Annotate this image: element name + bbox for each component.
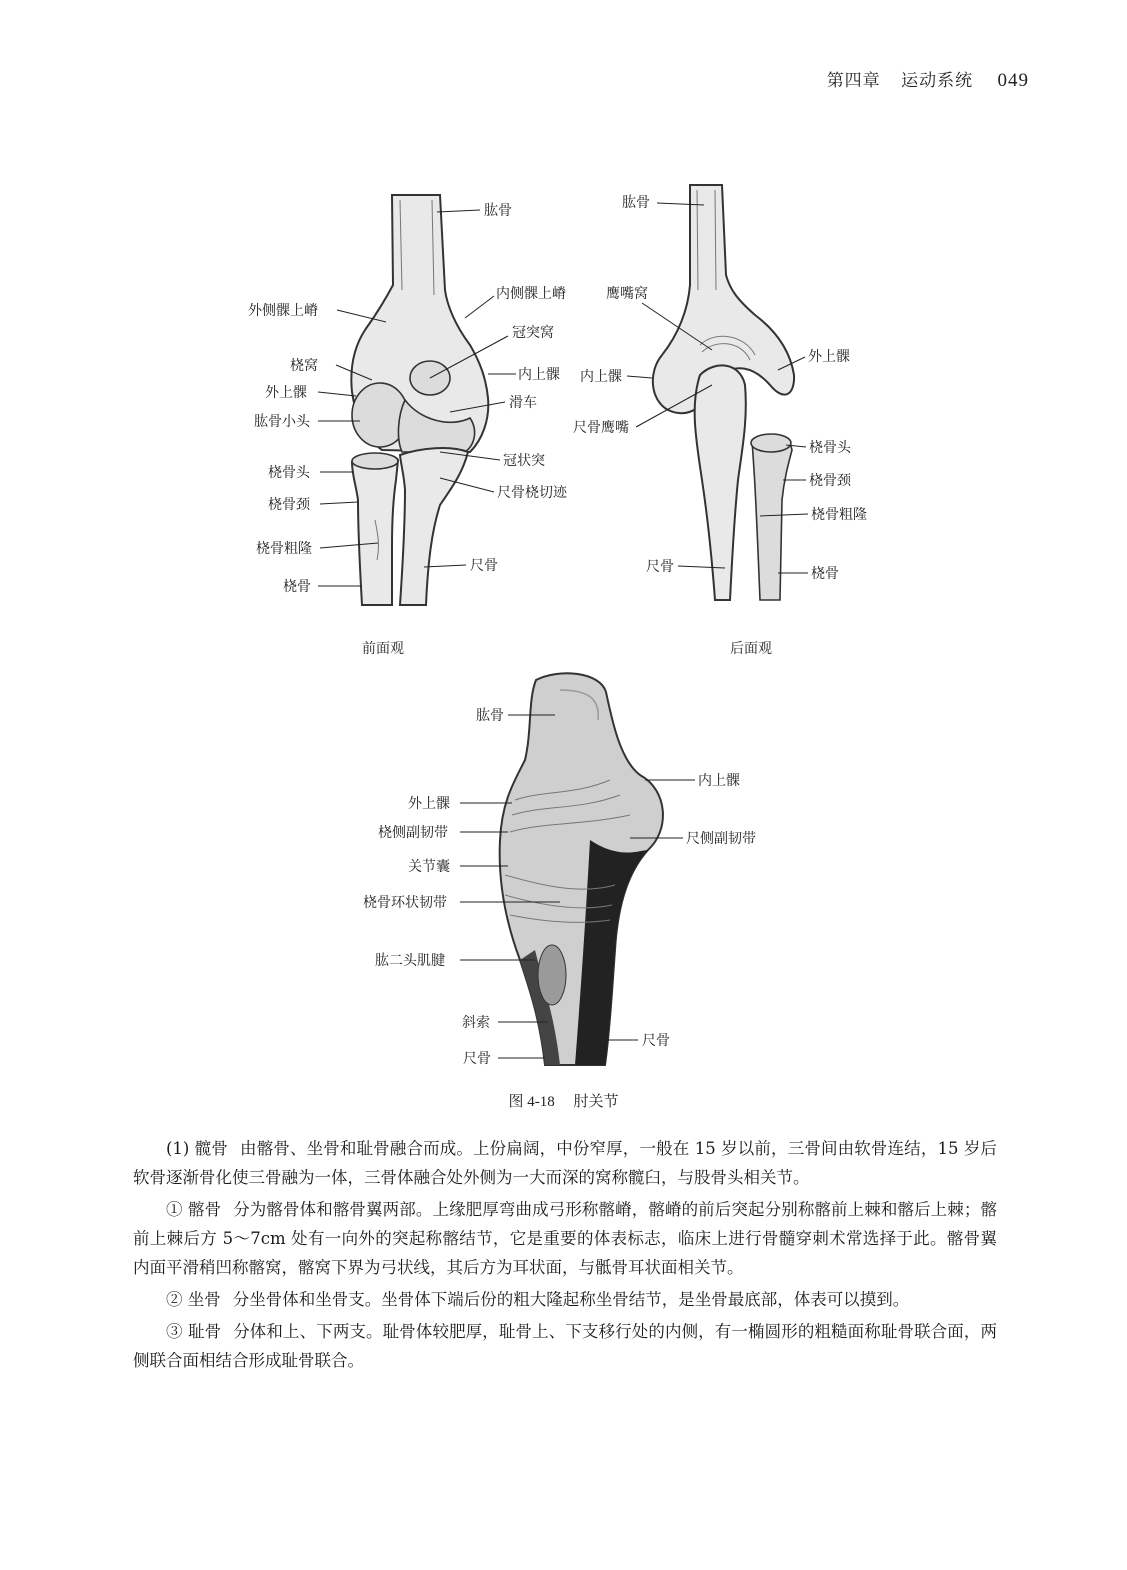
label-front-radial-head: 桡骨头 — [268, 465, 310, 481]
label-front-ulna: 尺骨 — [470, 558, 498, 574]
label-front-coronoid-process: 冠状突 — [503, 453, 545, 469]
label-front-radial-fossa: 桡窝 — [290, 358, 318, 374]
page-number: 049 — [997, 70, 1029, 91]
label-back-radial-neck: 桡骨颈 — [809, 473, 851, 489]
label-back-lateral-epicondyle: 外上髁 — [808, 349, 850, 365]
label-front-radius: 桡骨 — [283, 579, 311, 595]
label-lig-ulna-left: 尺骨 — [463, 1051, 491, 1067]
label-back-olecranon-fossa: 鹰嘴窝 — [606, 286, 648, 302]
paragraph-ilium — [133, 1195, 997, 1282]
figure-number: 图 4-18 — [508, 1094, 555, 1110]
label-lig-humerus: 肱骨 — [476, 708, 504, 724]
label-back-radius: 桡骨 — [811, 566, 839, 582]
label-lig-joint-capsule: 关节囊 — [408, 859, 450, 875]
label-back-radial-tuberosity: 桡骨粗隆 — [811, 507, 867, 523]
term-ilium: ① 髂骨 — [166, 1200, 222, 1219]
label-lig-radial-collateral: 桡侧副韧带 — [378, 825, 448, 841]
section-title: 运动系统 — [901, 71, 974, 91]
label-front-humerus: 肱骨 — [484, 203, 512, 219]
label-front-trochlea: 滑车 — [509, 395, 537, 411]
label-back-medial-epicondyle: 内上髁 — [580, 369, 622, 385]
label-front-capitulum: 肱骨小头 — [254, 414, 310, 430]
body-text — [133, 1134, 997, 1378]
label-front-radial-neck: 桡骨颈 — [268, 497, 310, 513]
label-lig-lateral-epicondyle: 外上髁 — [408, 796, 450, 812]
ligament-view-illustration — [500, 673, 663, 1065]
label-lig-ulna-right: 尺骨 — [642, 1033, 670, 1049]
chapter-title: 第四章 — [826, 71, 881, 91]
paragraph-pubis — [133, 1317, 997, 1375]
figure-title: 肘关节 — [573, 1092, 619, 1110]
label-front-medial-supracondylar-ridge: 内侧髁上嵴 — [496, 286, 566, 302]
label-front-lateral-epicondyle: 外上髁 — [265, 385, 307, 401]
label-lig-annular: 桡骨环状韧带 — [363, 895, 447, 911]
figure-caption — [0, 1090, 1127, 1111]
term-hip-bone: (1) 髋骨 — [166, 1139, 229, 1158]
label-front-radial-tuberosity: 桡骨粗隆 — [256, 541, 312, 557]
label-lig-medial-epicondyle: 内上髁 — [698, 773, 740, 789]
label-lig-biceps-tendon: 肱二头肌腱 — [375, 953, 445, 969]
label-front-coronoid-fossa: 冠突窝 — [512, 325, 554, 341]
label-lig-oblique-cord: 斜索 — [462, 1015, 490, 1031]
label-lig-ulnar-collateral: 尺侧副韧带 — [686, 831, 756, 847]
label-back-ulna: 尺骨 — [646, 559, 674, 575]
caption-back-view: 后面观 — [730, 641, 772, 657]
paragraph-hip-bone — [133, 1134, 997, 1192]
back-view-illustration — [653, 185, 794, 600]
term-ischium: ② 坐骨 — [166, 1290, 221, 1309]
term-pubis: ③ 耻骨 — [166, 1322, 222, 1341]
label-back-olecranon: 尺骨鹰嘴 — [573, 420, 629, 436]
text-ilium: 分为髂骨体和髂骨翼两部。上缘肥厚弯曲成弓形称髂嵴，髂嵴的前后突起分别称髂前上棘和髂后上棘；髂前上棘后方 5～7cm 处有一向外的突起称髂结节，它是重要的体表标志，临床上进行骨髓穿刺术常选择于此。髂骨翼内面平滑稍凹称髂窝，髂窝下界为弓状线，其后方为耳状面，与骶骨耳状面相关节。 — [133, 1200, 998, 1277]
caption-front-view: 前面观 — [362, 641, 404, 657]
label-front-lateral-supracondylar-ridge: 外侧髁上嵴 — [248, 303, 318, 319]
label-back-radial-head: 桡骨头 — [809, 440, 851, 456]
label-front-radial-notch: 尺骨桡切迹 — [497, 485, 567, 501]
text-ischium: 分坐骨体和坐骨支。坐骨体下端后份的粗大隆起称坐骨结节，是坐骨最底部，体表可以摸到。 — [232, 1290, 910, 1309]
text-pubis: 分体和上、下两支。耻骨体较肥厚，耻骨上、下支移行处的内侧，有一椭圆形的粗糙面称耻骨联合面，两侧联合面相结合形成耻骨联合。 — [133, 1322, 998, 1370]
text-hip-bone: 由髂骨、坐骨和耻骨融合而成。上份扁阔，中份窄厚，一般在 15 岁以前，三骨间由软骨连结，15 岁后软骨逐渐骨化使三骨融为一体，三骨体融合处外侧为一大而深的窝称髋臼，与股骨头相关节。 — [133, 1139, 997, 1187]
paragraph-ischium — [133, 1285, 997, 1314]
label-front-medial-epicondyle: 内上髁 — [518, 367, 560, 383]
label-back-humerus: 肱骨 — [622, 195, 650, 211]
